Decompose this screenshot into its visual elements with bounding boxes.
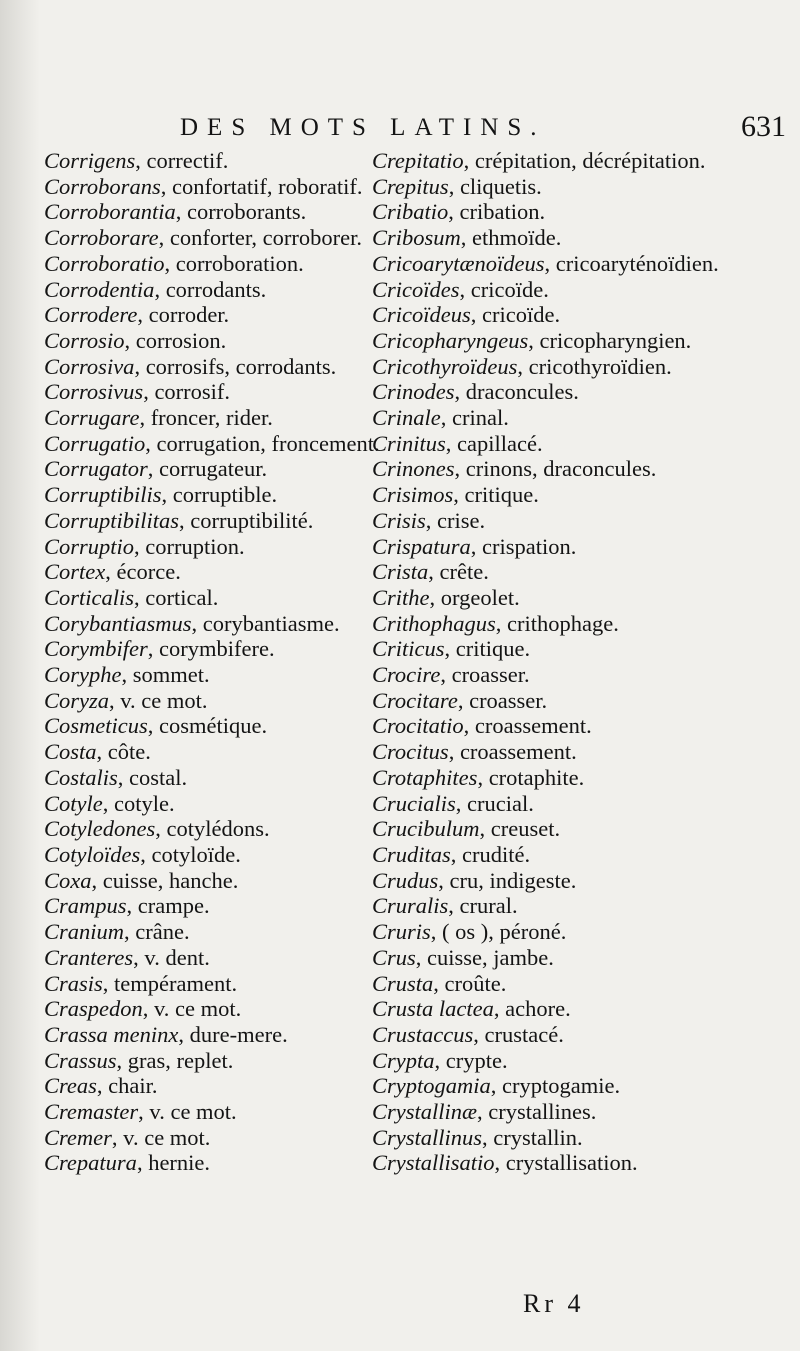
french-translation: , correctif. <box>135 148 229 173</box>
latin-term: Corrosivus <box>44 379 144 405</box>
french-translation: , croassement. <box>463 713 592 739</box>
dictionary-entry <box>44 893 384 919</box>
dictionary-entry <box>44 713 384 739</box>
latin-term: Crypta <box>372 1047 435 1073</box>
french-translation: , crinons, draconcules. <box>454 456 657 482</box>
latin-term: Costalis <box>44 764 118 790</box>
dictionary-entry <box>372 559 792 585</box>
dictionary-entry <box>372 945 792 971</box>
french-translation: , crural. <box>448 893 518 919</box>
latin-term: Corticalis <box>44 584 135 610</box>
latin-term: Crocire <box>372 662 441 688</box>
french-translation: , cru, indigeste. <box>438 867 577 893</box>
latin-term: Crinodes <box>372 379 455 405</box>
latin-term: Crista <box>372 559 429 585</box>
dictionary-entry <box>372 996 792 1022</box>
latin-term: Crocitatio <box>372 713 464 739</box>
dictionary-entry <box>44 148 384 174</box>
french-translation: , costal. <box>117 764 188 790</box>
french-translation: , crypte. <box>434 1047 508 1073</box>
french-translation: , corruption. <box>134 533 245 559</box>
dictionary-entry <box>372 405 792 431</box>
latin-term: Corroborare <box>44 225 159 251</box>
dictionary-entry <box>44 456 384 482</box>
latin-term: Cruditas <box>372 841 451 867</box>
french-translation: , crinal. <box>440 405 509 431</box>
french-translation: , crystallin. <box>482 1124 583 1150</box>
latin-term: Coryza <box>44 687 110 713</box>
dictionary-entry <box>372 1125 792 1151</box>
dictionary-entry <box>44 739 384 765</box>
dictionary-entry <box>372 534 792 560</box>
left-column <box>44 148 384 1176</box>
french-translation: , cortical. <box>134 584 219 610</box>
dictionary-entry <box>44 482 384 508</box>
dictionary-entry <box>44 662 384 688</box>
latin-term: Crocitare <box>372 687 458 713</box>
french-translation: , ( os ), péroné. <box>430 919 567 945</box>
french-translation: , capillacé. <box>445 430 543 456</box>
latin-term: Corroboratio <box>44 250 165 276</box>
dictionary-entry <box>372 328 792 354</box>
french-translation: , tempérament. <box>102 970 238 996</box>
latin-term: Cotyle <box>44 790 103 816</box>
latin-term: Crinitus <box>372 430 446 456</box>
french-translation: , v. ce mot. <box>138 1099 237 1125</box>
dictionary-entry <box>44 919 384 945</box>
dictionary-entry <box>372 1099 792 1125</box>
latin-term: Crystallinæ <box>372 1099 478 1125</box>
latin-term: Cortex <box>44 559 106 585</box>
french-translation: , crithophage. <box>495 610 619 636</box>
latin-term: Cricoïdes <box>372 276 460 302</box>
french-translation: , croasser. <box>440 662 530 688</box>
french-translation: , corruptibilité. <box>179 507 314 533</box>
latin-term: Crisis <box>372 507 426 533</box>
latin-term: Cricoarytænoïdeus <box>372 250 545 276</box>
dictionary-entry <box>44 534 384 560</box>
dictionary-entry <box>44 277 384 303</box>
french-translation: , corruptible. <box>161 482 278 508</box>
latin-term: Crampus <box>44 893 127 919</box>
dictionary-entry <box>44 791 384 817</box>
french-translation: , cricothyroïdien. <box>517 353 672 379</box>
french-translation: , crâne. <box>124 919 190 945</box>
french-translation: , orgeolet. <box>429 584 520 610</box>
latin-term: Corrodentia <box>44 276 155 302</box>
dictionary-entry <box>372 508 792 534</box>
dictionary-entry <box>44 508 384 534</box>
latin-term: Corroborans <box>44 173 161 199</box>
dictionary-entry <box>372 456 792 482</box>
dictionary-entry <box>372 199 792 225</box>
dictionary-entry <box>372 636 792 662</box>
dictionary-entry <box>372 816 792 842</box>
gutter-shadow <box>0 0 40 1351</box>
french-translation: , corybantiasme. <box>191 610 340 636</box>
french-translation: , froncer, rider. <box>139 405 273 431</box>
dictionary-entry <box>372 431 792 457</box>
latin-term: Crusta lactea <box>372 996 494 1022</box>
dictionary-entry <box>44 585 384 611</box>
french-translation: , creuset. <box>479 816 561 842</box>
latin-term: Crepitus <box>372 173 449 199</box>
latin-term: Corroborantia <box>44 199 176 225</box>
dictionary-entry <box>44 199 384 225</box>
french-translation: , crudité. <box>450 841 531 867</box>
latin-term: Cremer <box>44 1124 112 1150</box>
dictionary-entry <box>372 791 792 817</box>
french-translation: , conforter, corroborer. <box>158 225 362 251</box>
dictionary-entry <box>372 1073 792 1099</box>
dictionary-entry <box>372 1048 792 1074</box>
latin-term: Corruptibilitas <box>44 507 180 533</box>
dictionary-entry <box>372 251 792 277</box>
dictionary-entry <box>44 868 384 894</box>
french-translation: , côte. <box>96 739 151 765</box>
french-translation: , crustacé. <box>473 1021 564 1047</box>
latin-term: Corrugator <box>44 456 148 482</box>
french-translation: , gras, replet. <box>116 1047 234 1073</box>
dictionary-entry <box>372 662 792 688</box>
dictionary-entry <box>44 1099 384 1125</box>
french-translation: , crucial. <box>455 790 534 816</box>
latin-term: Cricoïdeus <box>372 302 471 328</box>
latin-term: Crinones <box>372 456 455 482</box>
french-translation: , v. dent. <box>133 944 210 970</box>
french-translation: , corymbifere. <box>147 636 275 662</box>
french-translation: , v. ce mot. <box>111 1124 211 1150</box>
dictionary-entry <box>372 225 792 251</box>
french-translation: , corroborants. <box>175 199 307 225</box>
french-translation: , corroder. <box>137 302 230 328</box>
latin-term: Crocitus <box>372 739 449 765</box>
french-translation: , croasser. <box>457 687 548 713</box>
french-translation: , confortatif, roboratif. <box>160 173 363 199</box>
page-number: 631 <box>741 110 786 143</box>
dictionary-entry <box>44 431 384 457</box>
french-translation: , ethmoïde. <box>460 225 562 251</box>
french-translation: , corrosion. <box>124 327 227 353</box>
latin-term: Corrosiva <box>44 353 135 379</box>
dictionary-entry <box>372 893 792 919</box>
dictionary-entry <box>372 688 792 714</box>
dictionary-entry <box>372 713 792 739</box>
french-translation: , croûte. <box>433 970 507 996</box>
dictionary-entry <box>372 379 792 405</box>
dictionary-entry <box>44 379 384 405</box>
latin-term: Crucibulum <box>372 816 480 842</box>
french-translation: , achore. <box>493 996 571 1022</box>
french-translation: , cricoïde. <box>470 302 561 328</box>
dictionary-entry <box>44 636 384 662</box>
dictionary-entry <box>372 1022 792 1048</box>
french-translation: , cricoaryténoïdien. <box>544 250 719 276</box>
dictionary-entry <box>372 919 792 945</box>
french-translation: , sommet. <box>121 662 210 688</box>
french-translation: , crépitation, décrépitation. <box>463 148 706 173</box>
french-translation: , draconcules. <box>454 379 579 405</box>
latin-term: Crudus <box>372 867 439 893</box>
latin-term: Cricopharyngeus <box>372 327 529 353</box>
dictionary-entry <box>372 585 792 611</box>
french-translation: , cribation. <box>448 199 546 225</box>
dictionary-entry <box>44 1048 384 1074</box>
latin-term: Crepatura <box>44 1150 137 1176</box>
french-translation: , corrugateur. <box>147 456 268 482</box>
latin-term: Cremaster <box>44 1099 139 1125</box>
dictionary-entry <box>372 174 792 200</box>
french-translation: , cryptogamie. <box>490 1073 621 1099</box>
latin-term: Corrosio <box>44 327 125 353</box>
latin-term: Corrugare <box>44 405 140 431</box>
latin-term: Craspedon <box>44 996 143 1022</box>
french-translation: , cuisse, jambe. <box>415 944 554 970</box>
dictionary-entry <box>44 354 384 380</box>
dictionary-entry <box>44 611 384 637</box>
dictionary-entry <box>44 251 384 277</box>
dictionary-entry <box>44 405 384 431</box>
french-translation: , crotaphite. <box>477 764 585 790</box>
dictionary-entry <box>44 302 384 328</box>
latin-term: Crystallinus <box>372 1124 483 1150</box>
dictionary-entry <box>372 739 792 765</box>
latin-term: Cotyloïdes <box>44 841 141 867</box>
french-translation: , croassement. <box>448 739 577 765</box>
dictionary-entry <box>44 328 384 354</box>
latin-term: Crus <box>372 944 416 970</box>
french-translation: , crispation. <box>470 533 577 559</box>
latin-term: Coxa <box>44 867 92 893</box>
latin-term: Corrugatio <box>44 430 146 456</box>
latin-term: Creas <box>44 1073 97 1099</box>
french-translation: , écorce. <box>105 559 181 585</box>
latin-term: Crustaccus <box>372 1021 474 1047</box>
dictionary-entry <box>372 302 792 328</box>
latin-term: Crassus <box>44 1047 117 1073</box>
french-translation: , v. ce mot. <box>142 996 242 1022</box>
french-translation: , chair. <box>96 1073 158 1099</box>
dictionary-entry <box>44 559 384 585</box>
dictionary-entry <box>44 765 384 791</box>
latin-term: Cotyledones <box>44 816 156 842</box>
latin-term: Cruralis <box>372 893 449 919</box>
french-translation: , crampe. <box>126 893 210 919</box>
latin-term: Corruptibilis <box>44 482 162 508</box>
latin-term: Crithophagus <box>372 610 496 636</box>
french-translation: , cotylédons. <box>155 816 270 842</box>
french-translation: , cricopharyngien. <box>528 327 692 353</box>
french-translation: , hernie. <box>136 1150 211 1176</box>
latin-term: Crinale <box>372 405 441 431</box>
dictionary-entry <box>44 945 384 971</box>
french-translation: , cotyle. <box>102 790 175 816</box>
latin-term: Crotaphites <box>372 764 478 790</box>
dictionary-entry <box>44 996 384 1022</box>
latin-term: Coryphe <box>44 662 122 688</box>
running-head <box>0 110 800 150</box>
latin-term: Cribatio <box>372 199 449 225</box>
french-translation: , v. ce mot. <box>109 687 208 713</box>
latin-term: Cricothyroïdeus <box>372 353 518 379</box>
latin-term: Corrodere <box>44 302 138 328</box>
dictionary-entry <box>44 816 384 842</box>
latin-term: Crepitatio <box>372 148 464 173</box>
latin-term: Cryptogamia <box>372 1073 491 1099</box>
dictionary-entry <box>372 148 792 174</box>
latin-term: Crusta <box>372 970 434 996</box>
signature-mark: Rr 4 <box>523 1289 585 1318</box>
french-translation: , corrosifs, corrodants. <box>134 353 337 379</box>
latin-term: Criticus <box>372 636 445 662</box>
dictionary-entry <box>44 1150 384 1176</box>
french-translation: , crise. <box>425 507 486 533</box>
dictionary-entry <box>372 868 792 894</box>
dictionary-entry <box>372 1150 792 1176</box>
french-translation: , crystallisation. <box>494 1150 638 1176</box>
running-title: DES MOTS LATINS. <box>180 114 546 141</box>
french-translation: , corroboration. <box>164 250 304 276</box>
dictionary-entry <box>372 765 792 791</box>
latin-term: Crispatura <box>372 533 471 559</box>
dictionary-entry <box>372 971 792 997</box>
dictionary-entry <box>44 1022 384 1048</box>
french-translation: , critique. <box>453 482 539 508</box>
latin-term: Cruris <box>372 919 431 945</box>
dictionary-entry <box>372 277 792 303</box>
dictionary-entry <box>372 611 792 637</box>
latin-term: Corrigens <box>44 148 136 173</box>
right-column <box>372 148 792 1176</box>
french-translation: , crête. <box>428 559 489 585</box>
latin-term: Corymbifer <box>44 636 148 662</box>
french-translation: , cotyloïde. <box>140 841 241 867</box>
latin-term: Crasis <box>44 970 103 996</box>
latin-term: Crisimos <box>372 482 454 508</box>
french-translation: , corrugation, froncement. <box>145 430 380 456</box>
dictionary-entry <box>44 1125 384 1151</box>
latin-term: Costa <box>44 739 97 765</box>
dictionary-entry <box>372 354 792 380</box>
dictionary-entry <box>44 174 384 200</box>
french-translation: , corrosif. <box>143 379 231 405</box>
dictionary-entry <box>44 225 384 251</box>
dictionary-entry <box>372 842 792 868</box>
french-translation: , critique. <box>444 636 531 662</box>
latin-term: Crassa meninx <box>44 1021 179 1047</box>
latin-term: Cranteres <box>44 944 134 970</box>
dictionary-entry <box>44 1073 384 1099</box>
french-translation: , dure-mere. <box>178 1021 288 1047</box>
latin-term: Cribosum <box>372 225 461 251</box>
french-translation: , corrodants. <box>154 276 267 302</box>
french-translation: , crystallines. <box>477 1099 597 1125</box>
dictionary-entry <box>372 482 792 508</box>
latin-term: Cranium <box>44 919 125 945</box>
dictionary-entry <box>44 842 384 868</box>
dictionary-entry <box>44 688 384 714</box>
latin-term: Corruptio <box>44 533 135 559</box>
french-translation: , cosmétique. <box>147 713 268 739</box>
french-translation: , cuisse, hanche. <box>91 867 239 893</box>
latin-term: Crystallisatio <box>372 1150 495 1176</box>
dictionary-entry <box>44 971 384 997</box>
latin-term: Corybantiasmus <box>44 610 192 636</box>
french-translation: , cricoïde. <box>459 276 549 302</box>
latin-term: Cosmeticus <box>44 713 148 739</box>
latin-term: Crithe <box>372 584 430 610</box>
latin-term: Crucialis <box>372 790 456 816</box>
french-translation: , cliquetis. <box>448 173 542 199</box>
